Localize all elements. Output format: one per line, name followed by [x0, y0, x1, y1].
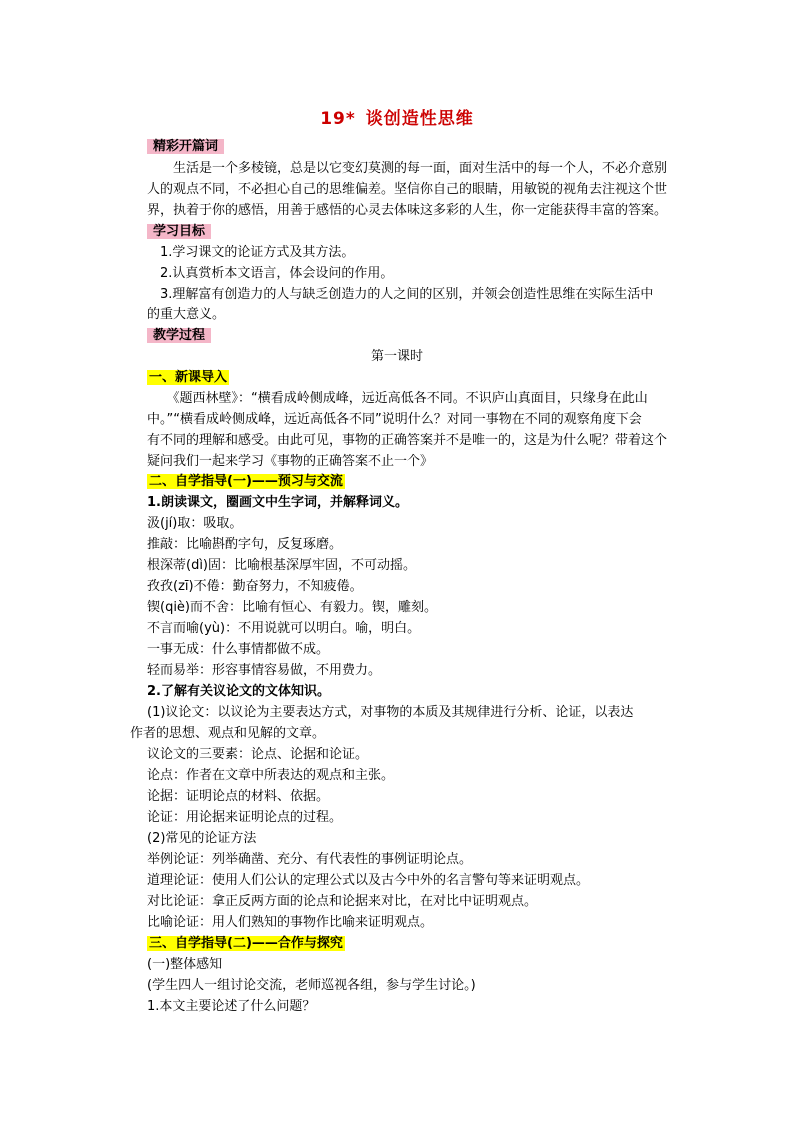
essay-line: 议论文的三要素：论点、论据和论证。: [147, 747, 369, 762]
part1-line-1: 《题西林壁》：“横看成岭侧成峰，远近高低各不同。不识庐山真面目，只缘身在此山: [147, 391, 648, 406]
part2-sub2: 2.了解有关议论文的文体知识。: [147, 684, 330, 699]
goal-3-cont: 的重大意义。: [147, 307, 226, 322]
opening-line-3: 界，执着于你的感悟，用善于感悟的心灵去体味这多彩的人生，你一定能获得丰富的答案。: [147, 203, 668, 218]
vocab-item: 一事无成：什么事情都做不成。: [147, 642, 330, 657]
essay-line: (2)常见的论证方法: [147, 831, 257, 846]
part3-heading: 三、自学指导(二)——合作与探究: [149, 936, 343, 951]
part1-line-4: 疑问我们一起来学习《事物的正确答案不止一个》: [147, 454, 434, 469]
goal-2: 2.认真赏析本文语言，体会设问的作用。: [147, 266, 394, 281]
opening-line-1: 生活是一个多棱镜，总是以它变幻莫测的每一面，面对生活中的每一个人，不必介意别: [147, 161, 668, 176]
goal-3: 3.理解富有创造力的人与缺乏创造力的人之间的区别，并领会创造性思维在实际生活中: [147, 287, 654, 302]
vocab-item: 孜孜(zī)不倦：勤奋努力，不知疲倦。: [147, 579, 363, 594]
opening-line-2: 人的观点不同，不必担心自己的思维偏差。坚信你自己的眼睛，用敏锐的视角去注视这个世: [147, 182, 668, 197]
page-title: [0, 104, 794, 129]
essay-line: 作者的思想、观点和见解的文章。: [130, 726, 326, 741]
essay-line: 对比论证：拿正反两方面的论点和论据来对比，在对比中证明观点。: [147, 894, 538, 909]
section-label-goals: 学习目标: [147, 222, 211, 242]
essay-line: 道理论证：使用人们公认的定理公式以及古今中外的名言警句等来证明观点。: [147, 873, 590, 888]
title-number: 19*: [320, 109, 356, 129]
lesson-title: 第一课时: [370, 349, 423, 364]
vocab-item: 不言而喻(yù)：不用说就可以明白。喻，明白。: [147, 621, 421, 636]
part2-heading: 二、自学指导(一)——预习与交流: [149, 474, 343, 489]
part1-line-3: 有不同的理解和感受。由此可见，事物的正确答案并不是唯一的，这是为什么呢？带着这个: [147, 433, 668, 448]
title-text: 谈创造性思维: [365, 109, 474, 129]
essay-line: 论点：作者在文章中所表达的观点和主张。: [147, 768, 395, 783]
section-label-opening: 精彩开篇词: [147, 137, 224, 157]
essay-line: (1)议论文：以议论为主要表达方式，对事物的本质及其规律进行分析、论证，以表达: [147, 705, 634, 720]
essay-line: 论证：用论据来证明论点的过程。: [147, 810, 343, 825]
part2-sub1: 1.朗读课文，圈画文中生字词，并解释词义。: [147, 495, 408, 510]
section-label-process: 教学过程: [147, 326, 211, 346]
goal-1: 1.学习课文的论证方式及其方法。: [147, 245, 355, 260]
essay-line: 举例论证：列举确凿、充分、有代表性的事例证明论点。: [147, 852, 473, 867]
vocab-item: 轻而易举：形容事情容易做，不用费力。: [147, 663, 382, 678]
part1-line-2: 中。”“横看成岭侧成峰，远近高低各不同”说明什么？对同一事物在不同的观察角度下会: [147, 412, 642, 427]
essay-line: 论据：证明论点的材料、依据。: [147, 789, 330, 804]
vocab-item: 锲(qiè)而不舍：比喻有恒心、有毅力。锲，雕刻。: [147, 600, 438, 615]
part3-line: 1.本文主要论述了什么问题？: [147, 999, 316, 1014]
essay-line: 比喻论证：用人们熟知的事物作比喻来证明观点。: [147, 915, 434, 930]
vocab-item: 汲(jí)取：吸取。: [147, 516, 243, 531]
part1-heading: 一、新课导入: [149, 370, 228, 385]
part3-line: (学生四人一组讨论交流，老师巡视各组，参与学生讨论。): [147, 978, 476, 993]
vocab-item: 推敲：比喻斟酌字句，反复琢磨。: [147, 537, 343, 552]
vocab-item: 根深蒂(dì)固：比喻根基深厚牢固，不可动摇。: [147, 558, 417, 573]
part3-line: (一)整体感知: [147, 957, 223, 972]
